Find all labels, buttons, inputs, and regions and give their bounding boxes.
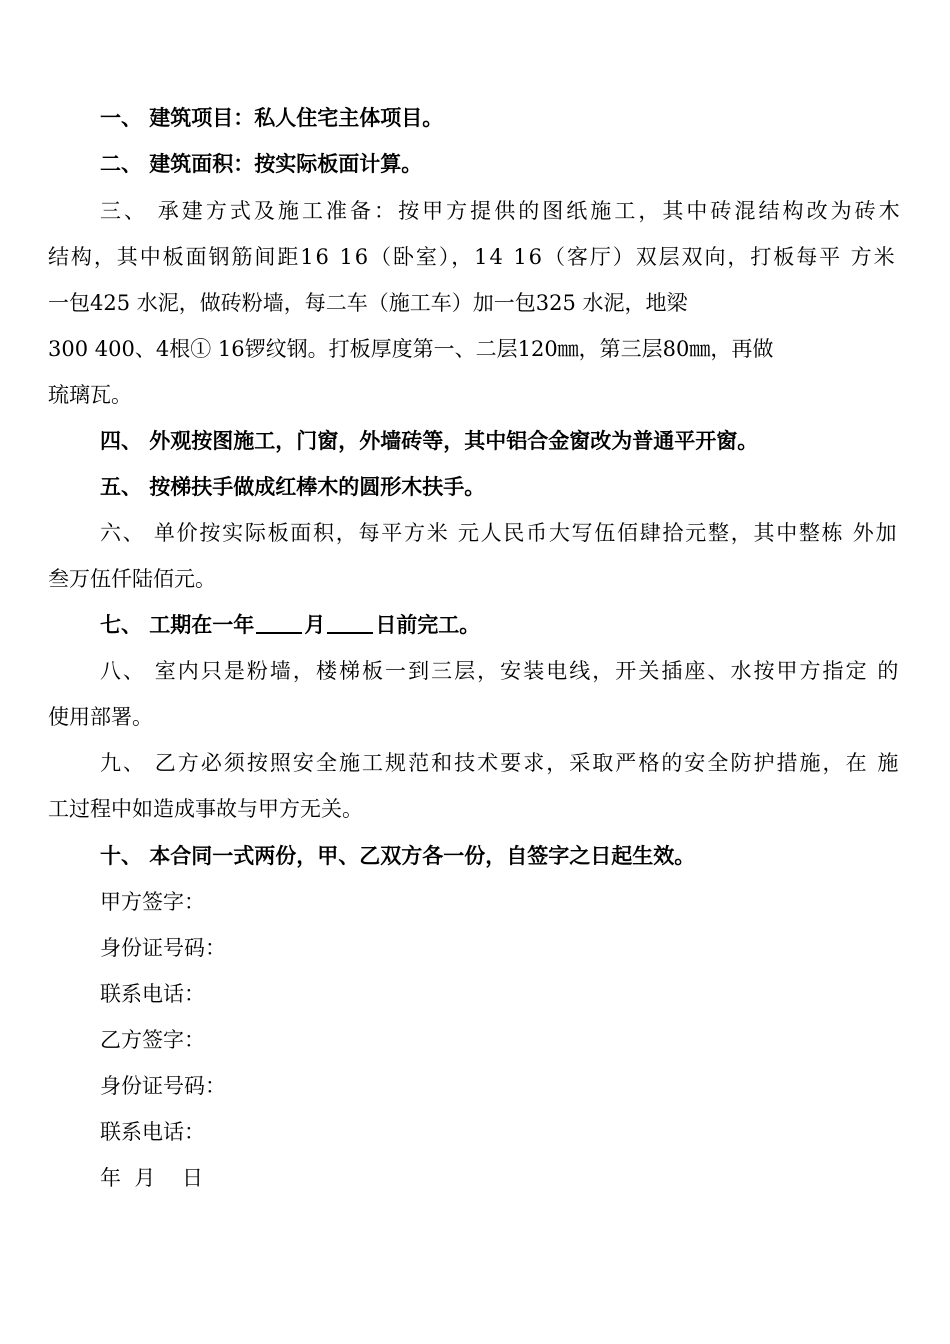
clause-7-month: 月 (304, 612, 326, 637)
date-line: 年 月 日 (100, 1166, 204, 1190)
party-b-signature-label: 乙方签字： (100, 1028, 205, 1052)
clause-7-suffix: 日前完工。 (375, 612, 481, 637)
clause-6-line-2: 叁万伍仟陆佰元。 (48, 567, 216, 591)
party-a-id-label: 身份证号码： (100, 936, 226, 960)
day-blank (327, 612, 373, 634)
clause-7-prefix: 七、 工期在一年 (100, 612, 255, 637)
clause-8-line-1: 八、 室内只是粉墙，楼梯板一到三层，安装电线，开关插座、水按甲方指定 的 (100, 659, 901, 683)
party-b-id-label: 身份证号码： (100, 1074, 226, 1098)
party-a-signature-label: 甲方签字： (100, 890, 205, 914)
party-b-phone-label: 联系电话： (100, 1120, 205, 1144)
party-a-phone-label: 联系电话： (100, 982, 205, 1006)
clause-4: 四、 外观按图施工，门窗，外墙砖等，其中铝合金窗改为普通平开窗。 (100, 428, 759, 453)
clause-3-line-5: 琉璃瓦。 (48, 383, 132, 407)
clause-2: 二、 建筑面积：按实际板面计算。 (100, 151, 423, 176)
clause-1: 一、 建筑项目：私人住宅主体项目。 (100, 105, 444, 130)
clause-5: 五、 按梯扶手做成红棒木的圆形木扶手。 (100, 474, 486, 499)
clause-9-line-2: 工过程中如造成事故与甲方无关。 (48, 797, 363, 821)
clause-8-line-2: 使用部署。 (48, 705, 153, 729)
clause-9-line-1: 九、 乙方必须按照安全施工规范和技术要求，采取严格的安全防护措施，在 施 (100, 751, 901, 775)
clause-6-line-1: 六、 单价按实际板面积，每平方米 元人民币大写伍佰肆拾元整，其中整栋 外加 (100, 521, 899, 545)
clause-7 (100, 611, 480, 639)
clause-3-line-3: 一包425 水泥，做砖粉墙，每二车（施工车）加一包325 水泥，地梁 (48, 291, 688, 315)
clause-3-line-2: 结构，其中板面钢筋间距16 16（卧室），14 16（客厅）双层双向，打板每平 方米 (48, 245, 897, 269)
clause-3-line-4: 300 400、4根① 16锣纹钢。打板厚度第一、二层120㎜，第三层80㎜，再做 (48, 337, 774, 361)
clause-10: 十、 本合同一式两份，甲、乙双方各一份，自签字之日起生效。 (100, 843, 696, 868)
month-blank (256, 612, 302, 634)
clause-3-line-1: 三、 承建方式及施工准备：按甲方提供的图纸施工，其中砖混结构改为砖木 (100, 199, 903, 223)
